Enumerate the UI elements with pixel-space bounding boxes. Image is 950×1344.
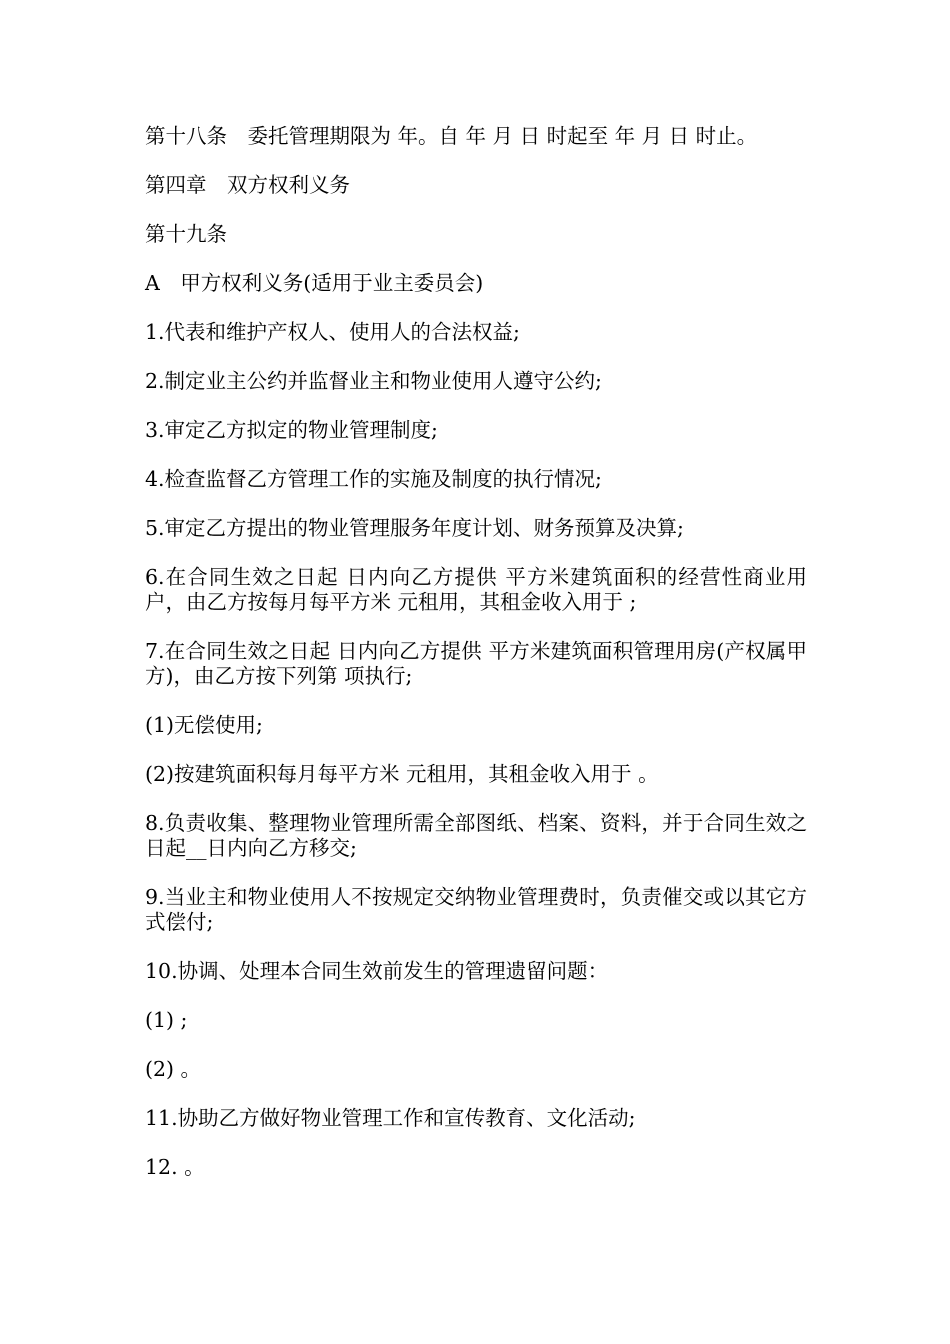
list-item-2: 2.制定业主公约并监督业主和物业使用人遵守公约; [145, 369, 602, 393]
chapter-4-heading: 第四章 双方权利义务 [145, 173, 350, 197]
list-item-6: 6.在合同生效之日起 日内向乙方提供 平方米建筑面积的经营性商业用户，由乙方按每月每平方米 元租用，其租金收入用于 ; [145, 565, 807, 614]
list-item-5: 5.审定乙方提出的物业管理服务年度计划、财务预算及决算; [145, 516, 684, 540]
list-item-3: 3.审定乙方拟定的物业管理制度; [145, 418, 438, 442]
sub-item-10-1: (1) ; [145, 1008, 188, 1032]
article-18-term: 第十八条 委托管理期限为 年。自 年 月 日 时起至 年 月 日 时止。 [145, 124, 758, 148]
article-19-heading: 第十九条 [145, 222, 227, 246]
list-item-1: 1.代表和维护产权人、使用人的合法权益; [145, 320, 520, 344]
list-item-12: 12. 。 [145, 1155, 205, 1179]
list-item-11: 11.协助乙方做好物业管理工作和宣传教育、文化活动; [145, 1106, 636, 1130]
section-a-heading: A 甲方权利义务(适用于业主委员会) [145, 271, 484, 295]
list-item-10: 10.协调、处理本合同生效前发生的管理遗留问题： [145, 959, 609, 983]
sub-item-7-1: (1)无偿使用; [145, 713, 263, 737]
sub-item-7-2: (2)按建筑面积每月每平方米 元租用，其租金收入用于 。 [145, 762, 659, 786]
document-page [145, 124, 807, 1204]
list-item-7: 7.在合同生效之日起 日内向乙方提供 平方米建筑面积管理用房(产权属甲方)，由乙方按下列第 项执行; [145, 639, 807, 688]
list-item-9: 9.当业主和物业使用人不按规定交纳物业管理费时，负责催交或以其它方式偿付; [145, 885, 807, 934]
list-item-4: 4.检查监督乙方管理工作的实施及制度的执行情况; [145, 467, 602, 491]
sub-item-10-2: (2) 。 [145, 1057, 202, 1081]
list-item-8: 8.负责收集、整理物业管理所需全部图纸、档案、资料，并于合同生效之日起__日内向乙方移交; [145, 811, 807, 860]
